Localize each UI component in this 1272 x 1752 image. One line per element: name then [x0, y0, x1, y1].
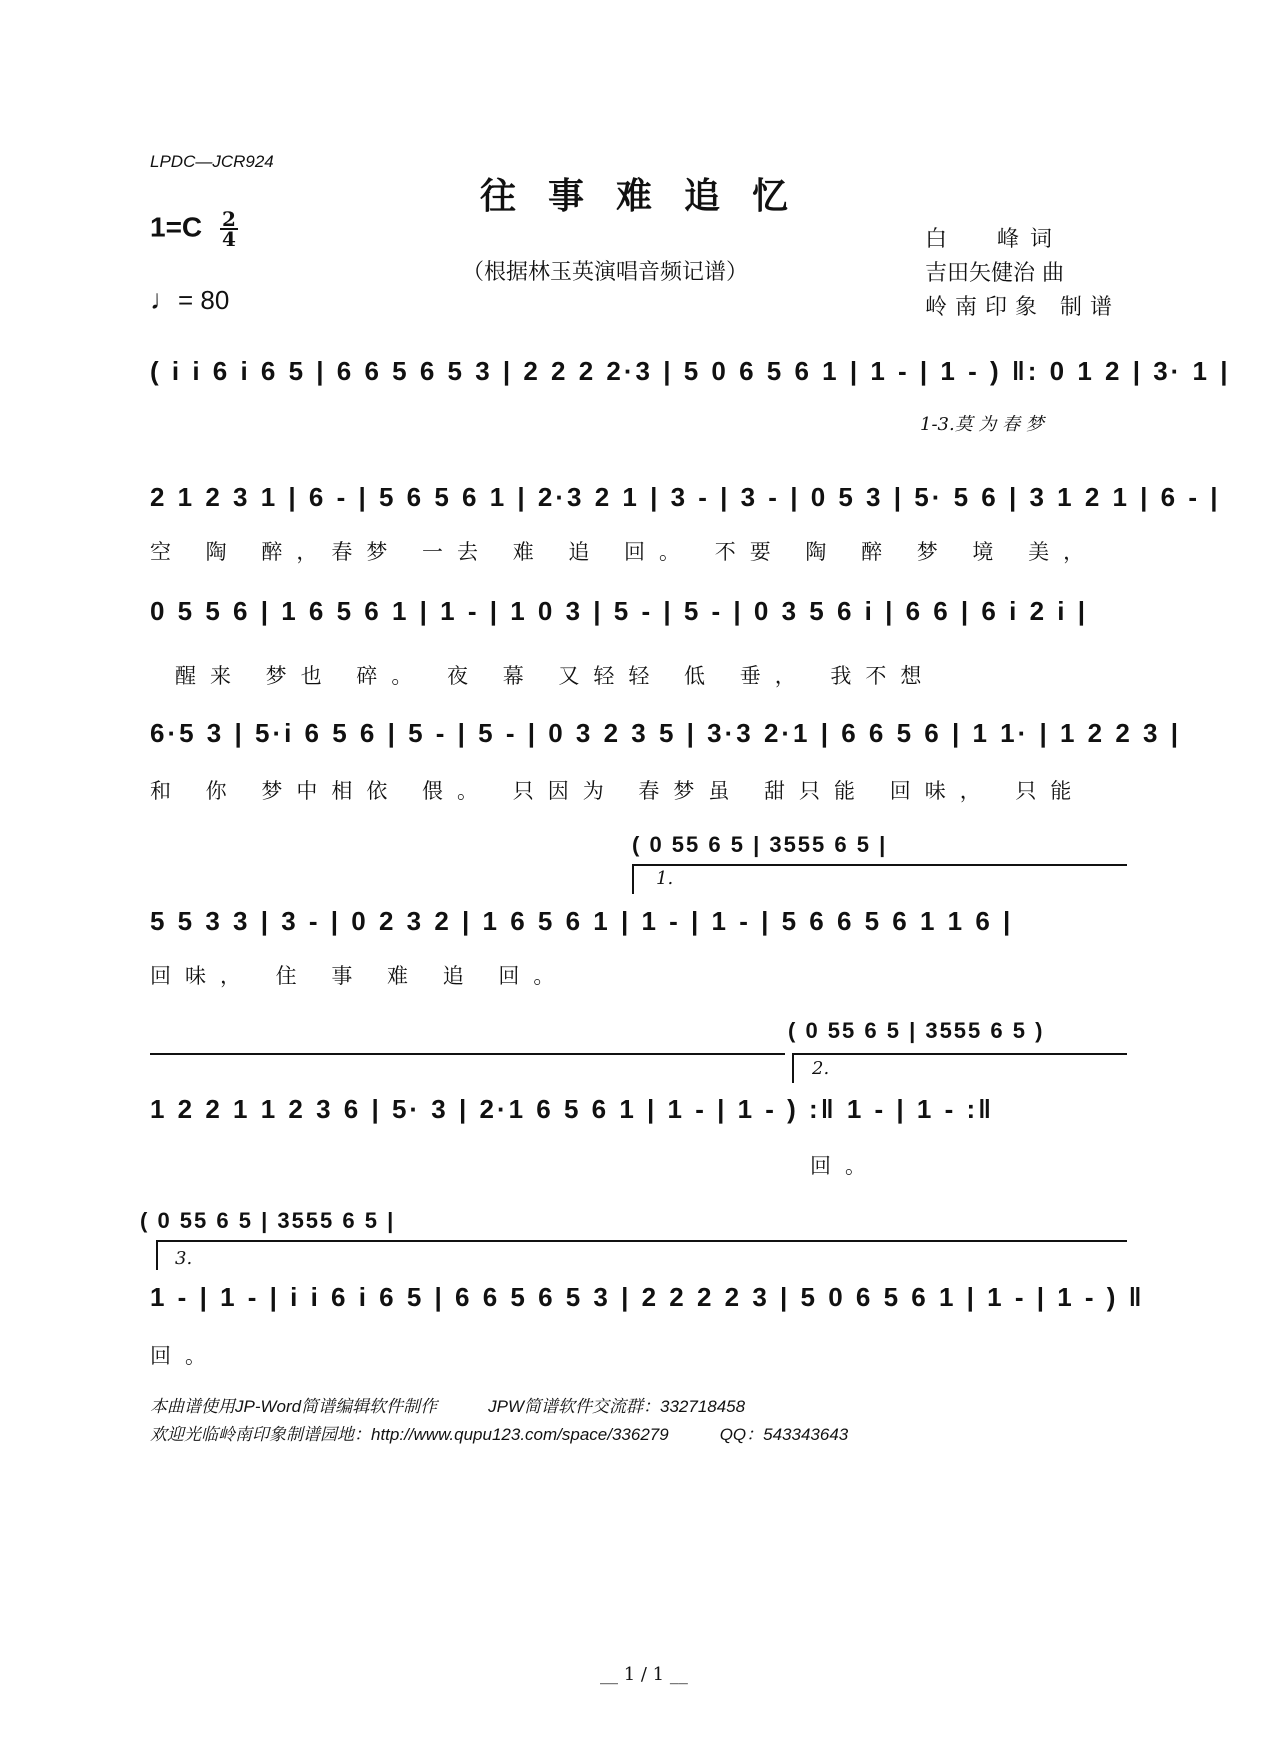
song-title: 往事难追忆 — [480, 175, 821, 217]
lyrics-row-7: 回。 — [150, 1344, 220, 1368]
score-row-6: 1 2 2 1 1 2 3 6 | 5· 3 | 2·1 6 5 6 1 | 1 - | 1 - ) :‖ 1 - | 1 - :‖ — [150, 1094, 995, 1124]
quarter-note-icon: ♩ — [150, 284, 178, 315]
lyricist-credit: 白 峰 词 — [925, 227, 1054, 252]
volta-number-3: 3. — [175, 1248, 193, 1269]
volta-number-2: 2. — [812, 1058, 830, 1079]
intro-phrase-1: ( 0 55 6 5 | 3555 6 5 | — [632, 832, 888, 857]
lyrics-row-5: 回味， 住 事 难 追 回。 — [150, 964, 569, 988]
subtitle: （根据林玉英演唱音频记谱） — [462, 260, 749, 285]
lyrics-row-4: 和 你 梦中相依 偎。 只因为 春梦虽 甜只能 回味， 只能 — [150, 779, 1086, 803]
intro-phrase-2: ( 0 55 6 5 | 3555 6 5 ) — [788, 1018, 1045, 1043]
volta-number-1: 1. — [656, 868, 674, 889]
volta-bracket-continue — [150, 1053, 785, 1055]
arranger-credit: 岭南印象 制谱 — [925, 295, 1120, 320]
key-label: 1=C — [150, 211, 203, 243]
volta-bracket-1 — [632, 864, 1127, 866]
footer-website-note: 欢迎光临岭南印象制谱园地：http://www.qupu123.com/space/336279 QQ：543343643 — [150, 1425, 849, 1444]
page-number: __ 1 / 1 __ — [600, 1664, 688, 1685]
lyrics-row-2: 空 陶 醉，春梦 一去 难 追 回。 不要 陶 醉 梦 境 美， — [150, 540, 1099, 564]
score-row-4: 6·5 3 | 5·i 6 5 6 | 5 - | 5 - | 0 3 2 3 5 | 3·3 2·1 | 6 6 5 6 | 1 1· | 1 2 2 3 | — [150, 718, 1182, 748]
time-signature: $\frac{2}{4}$ — [220, 210, 238, 248]
score-row-3: 0 5 5 6 | 1 6 5 6 1 | 1 - | 1 0 3 | 5 - | 5 - | 0 3 5 6 i | 6 6 | 6 i 2 i | — [150, 596, 1088, 626]
score-row-2: 2 1 2 3 1 | 6 - | 5 6 5 6 1 | 2·3 2 1 | 3 - | 3 - | 0 5 3 | 5· 5 6 | 3 1 2 1 | 6 - | — [150, 482, 1221, 512]
score-row-7: 1 - | 1 - | i i 6 i 6 5 | 6 6 5 6 5 3 | 2 2 2 2 3 | 5 0 6 5 6 1 | 1 - | 1 - ) ‖ — [150, 1282, 1145, 1312]
score-row-5: 5 5 3 3 | 3 - | 0 2 3 2 | 1 6 5 6 1 | 1 - | 1 - | 5 6 6 5 6 1 1 6 | — [150, 906, 1014, 936]
key-signature — [150, 207, 238, 251]
intro-phrase-3: ( 0 55 6 5 | 3555 6 5 | — [140, 1208, 396, 1233]
volta-bracket-2 — [792, 1053, 1127, 1055]
footer-software-note: 本曲谱使用JP-Word简谱编辑软件制作 JPW简谱软件交流群：332718458 — [150, 1397, 746, 1416]
composer-credit: 吉田矢健治 曲 — [925, 261, 1064, 286]
score-code: LPDC—JCR924 — [150, 152, 274, 171]
volta-bracket-3 — [156, 1240, 1127, 1242]
lyrics-row-1: 1-3.莫 为 春 梦 — [920, 414, 1044, 435]
lyrics-row-6: 回。 — [810, 1154, 880, 1178]
tempo-marking: ♩= 80 — [150, 284, 230, 315]
lyrics-row-3: 醒来 梦也 碎。 夜 幕 又轻轻 低 垂， 我不想 — [175, 664, 936, 688]
score-row-1: ( i i 6 i 6 5 | 6 6 5 6 5 3 | 2 2 2 2·3 | 5 0 6 5 6 1 | 1 - | 1 - ) ‖: 0 1 2 | 3· 1 | — [150, 356, 1231, 386]
